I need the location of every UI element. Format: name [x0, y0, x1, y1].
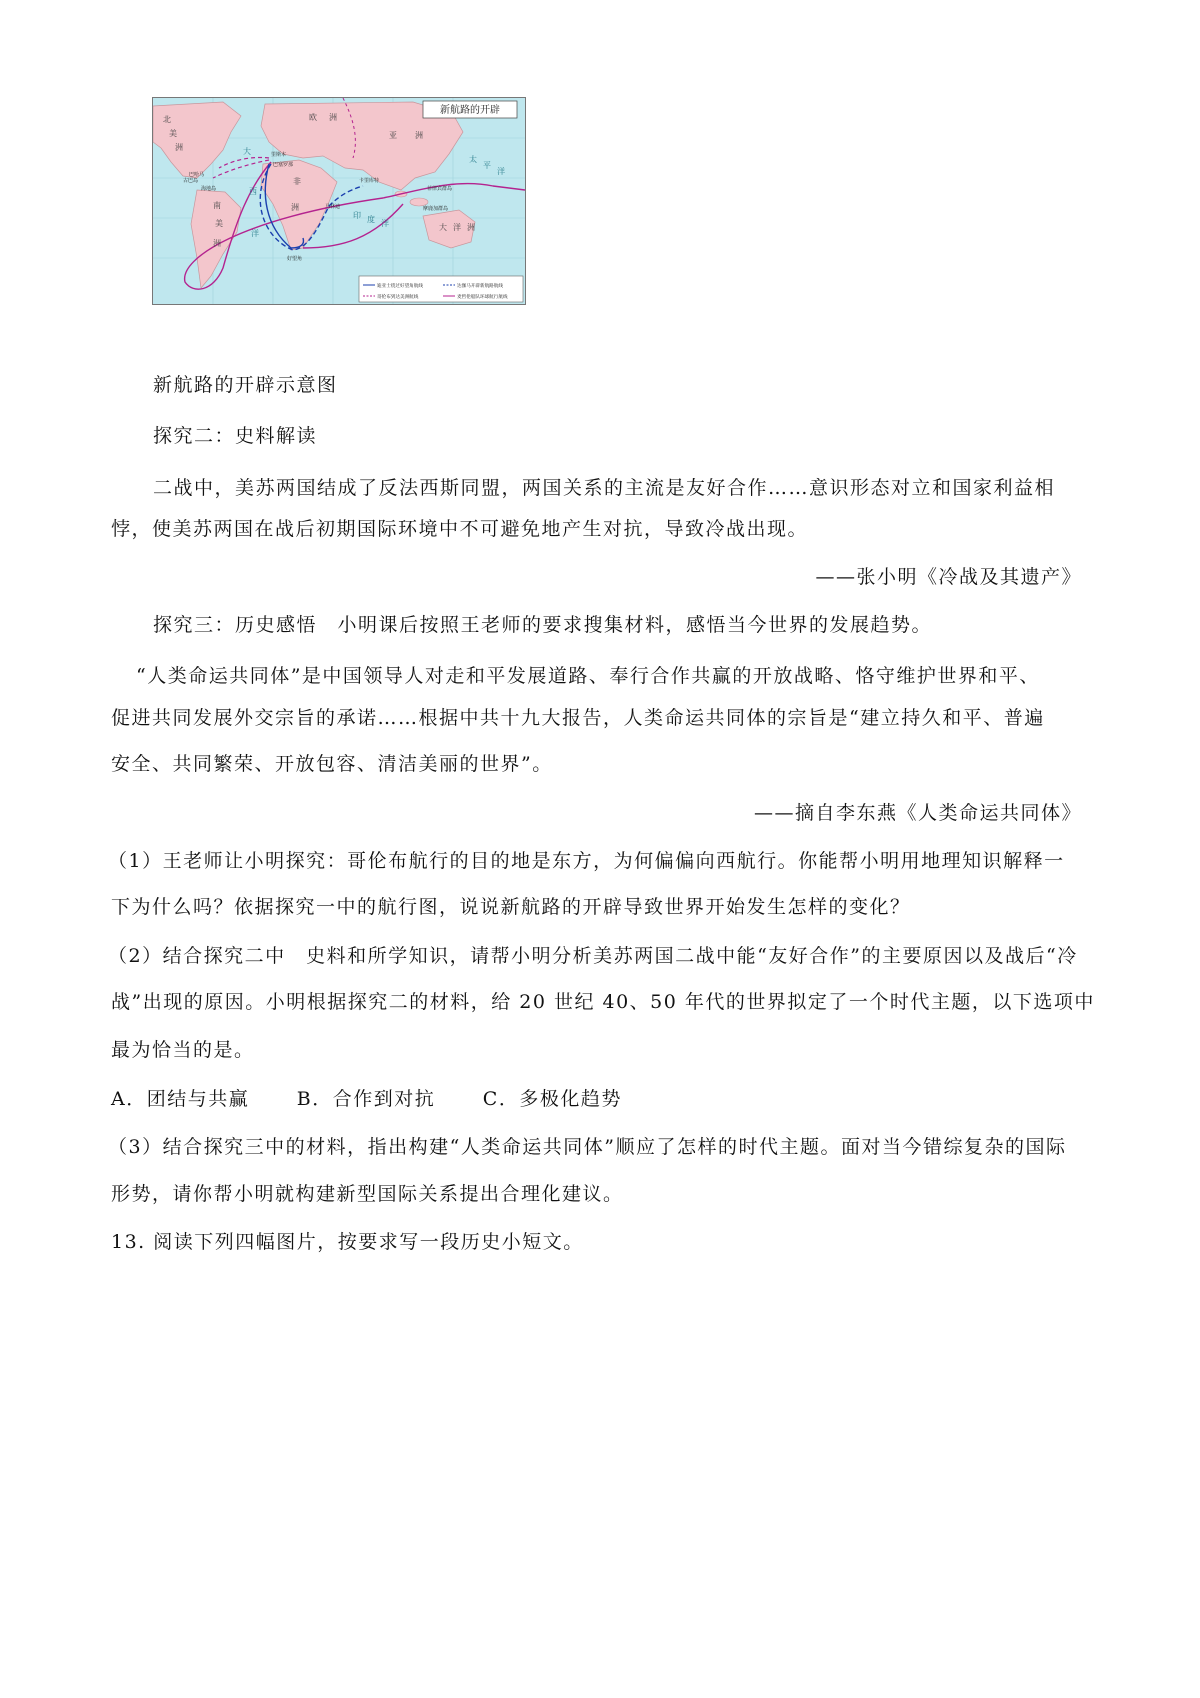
legend-label: 迪亚士绕过好望角航线	[377, 284, 423, 289]
label-atlantic: 大	[243, 147, 251, 156]
label-calicut: 卡里库特	[359, 178, 380, 184]
map-title: 新航路的开辟	[440, 105, 500, 116]
label-bahamas: 巴哈马	[189, 172, 205, 178]
label-good-hope: 好望角	[287, 256, 303, 262]
label-asia: 亚	[389, 131, 397, 140]
label-oceania: 大	[439, 223, 447, 232]
label-south-america: 美	[215, 219, 223, 228]
label-north-america: 美	[169, 129, 177, 138]
label-europe: 洲	[329, 113, 337, 122]
label-atlantic: 洋	[251, 229, 259, 238]
question-1-line: （1）王老师让小明探究：哥伦布航行的目的地是东方，为何偏偏向西航行。你能帮小明用地理知识解释一	[108, 850, 1065, 872]
source-passage-2-line: 悖，使美苏两国在战后初期国际环境中不可避免地产生对抗，导致冷战出现。	[111, 518, 809, 540]
answer-options	[111, 1085, 662, 1113]
label-pacific: 平	[483, 161, 491, 170]
label-atlantic: 西	[249, 187, 257, 196]
citation-2: ——张小明《冷战及其遗产》	[815, 566, 1082, 588]
label-pacific: 洋	[497, 167, 505, 176]
option-c: C．多极化趋势	[482, 1088, 622, 1110]
new-sea-route-map	[152, 97, 526, 305]
section-heading-tanjiu3: 探究三：历史感悟 小明课后按照王老师的要求搜集材料，感悟当今世界的发展趋势。	[153, 614, 933, 636]
label-indian-ocean: 度	[367, 215, 375, 224]
question-3-line: 形势，请你帮小明就构建新型国际关系提出合理化建议。	[111, 1183, 624, 1205]
label-indian-ocean: 印	[353, 211, 361, 220]
citation-3: ——摘自李东燕《人类命运共同体》	[753, 802, 1082, 824]
label-north-america: 北	[163, 115, 171, 124]
source-passage-3-line: 安全、共同繁荣、开放包容、清洁美丽的世界”。	[111, 753, 553, 775]
label-malindi: 马林迪	[325, 204, 341, 210]
label-south-america: 南	[213, 201, 221, 210]
label-lisbon: 里斯本	[271, 152, 287, 158]
label-oceania: 洋	[453, 223, 461, 232]
option-a: A．团结与共赢	[111, 1088, 250, 1110]
label-oceania: 洲	[467, 223, 475, 232]
option-b: B．合作到对抗	[296, 1088, 436, 1110]
question-2-line: 战”出现的原因。小明根据探究二的材料，给 20 世纪 40、50 年代的世界拟定了一个时代主题，以下选项中	[111, 991, 1095, 1013]
label-pacific: 太	[469, 155, 477, 164]
label-cuba: 古巴岛	[183, 178, 199, 184]
label-seville: 巴塞罗那	[273, 162, 294, 168]
source-passage-2-line: 二战中，美苏两国结成了反法西斯同盟，两国关系的主流是友好合作……意识形态对立和国家利益相	[153, 477, 1056, 499]
label-africa: 洲	[291, 203, 299, 212]
label-south-america: 洲	[213, 239, 221, 248]
label-africa: 非	[293, 177, 301, 186]
section-heading-tanjiu2: 探究二：史料解读	[153, 425, 318, 447]
question-1-line: 下为什么吗？依据探究一中的航行图，说说新航路的开辟导致世界开始发生怎样的变化？	[111, 896, 911, 918]
legend-label: 达伽马开辟新航路航线	[457, 284, 503, 289]
label-haiti: 海地岛	[201, 186, 217, 192]
figure-caption: 新航路的开辟示意图	[153, 374, 338, 396]
label-europe: 欧	[309, 113, 317, 122]
source-passage-3-line: “人类命运共同体”是中国领导人对走和平发展道路、奉行合作共赢的开放战略、恪守维护世界和平、	[136, 665, 1040, 687]
source-passage-3-line: 促进共同发展外交宗旨的承诺……根据中共十九大报告，人类命运共同体的宗旨是“建立持久和平、普遍	[111, 707, 1045, 729]
question-3-line: （3）结合探究三中的材料，指出构建“人类命运共同体”顺应了怎样的时代主题。面对当今错综复杂的国际	[108, 1136, 1067, 1158]
island-shape	[410, 198, 428, 206]
label-north-america: 洲	[175, 143, 183, 152]
question-13: 13. 阅读下列四幅图片，按要求写一段历史小短文。	[111, 1231, 584, 1253]
label-philippines: 菲律宾群岛	[427, 186, 453, 192]
question-2-line: （2）结合探究二中 史料和所学知识，请帮小明分析美苏两国二战中能“友好合作”的主要原因以及战后“冷	[108, 945, 1078, 967]
question-2-line: 最为恰当的是。	[111, 1039, 255, 1061]
label-moluccas: 摩鹿加群岛	[423, 206, 449, 212]
legend-label: 麦哲伦船队环球航行航线	[457, 295, 508, 300]
map-svg	[153, 98, 525, 304]
label-asia: 洲	[415, 131, 423, 140]
legend-label: 哥伦布到达美洲航线	[377, 295, 419, 300]
label-indian-ocean: 洋	[381, 219, 389, 228]
